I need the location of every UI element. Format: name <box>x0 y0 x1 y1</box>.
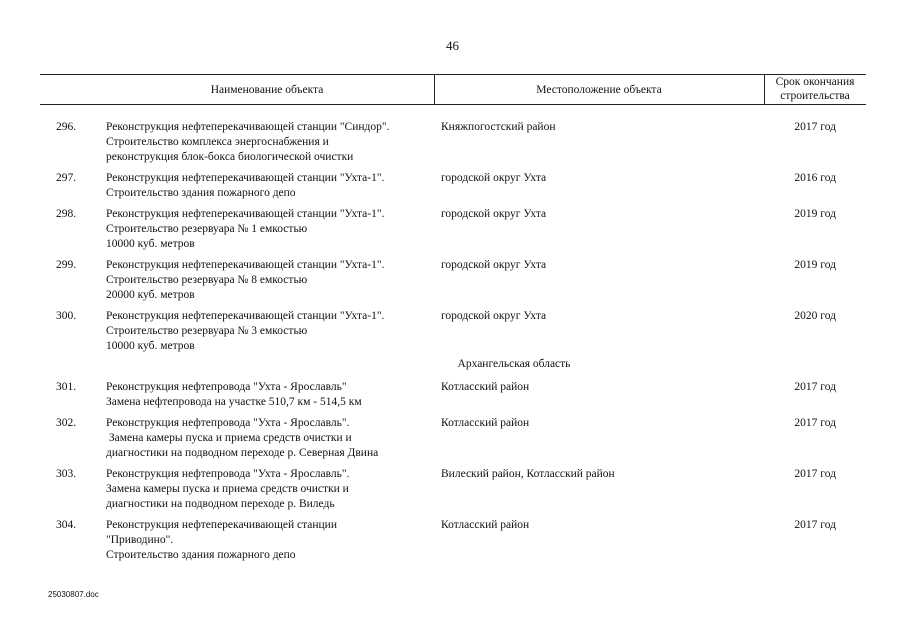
row-number: 300. <box>56 310 77 322</box>
row-location: Вилеский район, Котласский район <box>441 468 615 480</box>
row-term: 2017 год <box>794 381 836 393</box>
row-term: 2019 год <box>794 259 836 271</box>
header-term: Срок окончания строительства <box>775 76 855 102</box>
row-object-name: Реконструкция нефтепровода "Ухта - Ярославль". Замена камеры пуска и приема средств очистки и диагностики на подводном переходе р. Северная Двина <box>106 417 379 459</box>
table-header-rule-bottom <box>40 104 866 105</box>
footer-filename: 25030807.doc <box>48 590 99 599</box>
row-number: 304. <box>56 519 77 531</box>
row-number: 298. <box>56 208 77 220</box>
row-location: Котласский район <box>441 417 530 429</box>
row-location: городской округ Ухта <box>441 172 547 184</box>
header-location: Местоположение объекта <box>536 84 662 96</box>
row-number: 302. <box>56 417 77 429</box>
row-location: городской округ Ухта <box>441 208 547 220</box>
page-number: 46 <box>446 38 459 53</box>
row-location: Котласский район <box>441 519 530 531</box>
row-number: 301. <box>56 381 77 393</box>
row-location: Котласский район <box>441 381 530 393</box>
row-object-name: Реконструкция нефтеперекачивающей станции "Ухта-1". Строительство здания пожарного депо <box>106 172 385 199</box>
row-number: 296. <box>56 121 77 133</box>
row-term: 2019 год <box>794 208 836 220</box>
row-term: 2017 год <box>794 468 836 480</box>
row-number: 299. <box>56 259 77 271</box>
row-location: Княжпогостский район <box>441 121 556 133</box>
region-heading: Архангельская область <box>457 358 571 370</box>
row-object-name: Реконструкция нефтепровода "Ухта - Ярославль". Замена камеры пуска и приема средств очистки и диагностики на подводном переходе р. Виледь <box>106 468 350 510</box>
row-object-name: Реконструкция нефтеперекачивающей станции "Ухта-1". Строительство резервуара № 1 емкостью 10000 куб. метров <box>106 208 385 250</box>
row-object-name: Реконструкция нефтепровода "Ухта - Ярославль" Замена нефтепровода на участке 510,7 км - 514,5 км <box>106 381 362 408</box>
row-term: 2017 год <box>794 417 836 429</box>
row-location: городской округ Ухта <box>441 310 547 322</box>
row-term: 2016 год <box>794 172 836 184</box>
row-object-name: Реконструкция нефтеперекачивающей станции "Синдор". Строительство комплекса энергоснабжения и реконструкция блок-бокса биологической очистки <box>106 121 390 163</box>
row-term: 2017 год <box>794 121 836 133</box>
row-number: 297. <box>56 172 77 184</box>
row-object-name: Реконструкция нефтеперекачивающей станции "Приводино". Строительство здания пожарного депо <box>106 519 337 561</box>
row-term: 2020 год <box>794 310 836 322</box>
row-object-name: Реконструкция нефтеперекачивающей станции "Ухта-1". Строительство резервуара № 3 емкостью 10000 куб. метров <box>106 310 385 352</box>
row-object-name: Реконструкция нефтеперекачивающей станции "Ухта-1". Строительство резервуара № 8 емкостью 20000 куб. метров <box>106 259 385 301</box>
row-location: городской округ Ухта <box>441 259 547 271</box>
row-term: 2017 год <box>794 519 836 531</box>
header-name: Наименование объекта <box>210 84 324 96</box>
table-header-rule-top <box>40 74 866 75</box>
row-number: 303. <box>56 468 77 480</box>
